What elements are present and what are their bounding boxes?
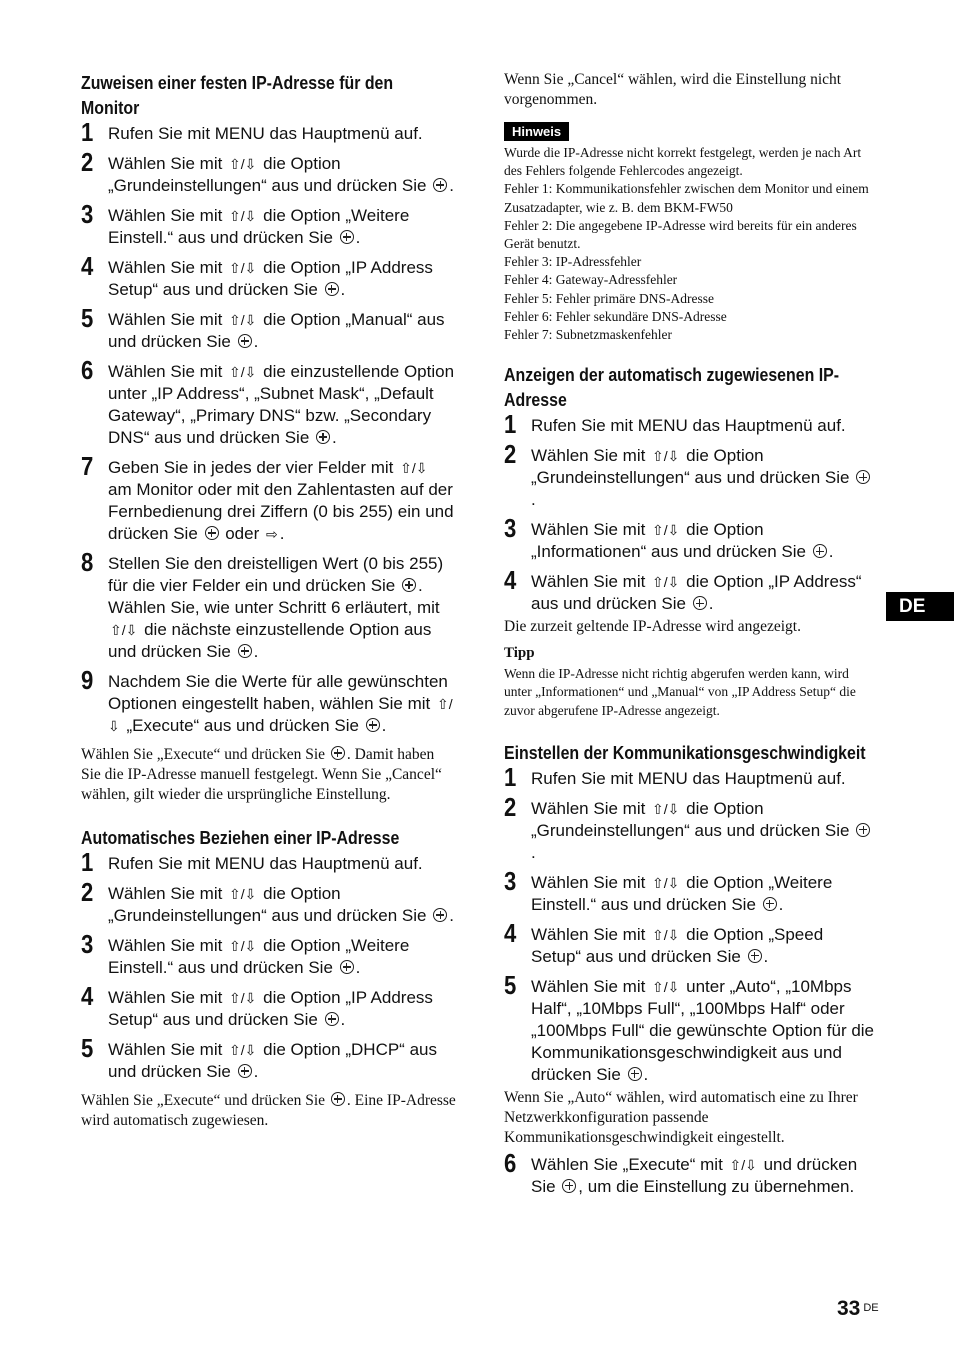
- enter-button-icon: [813, 544, 827, 558]
- step-number: 1: [81, 117, 94, 147]
- page-number-suffix: DE: [863, 1302, 879, 1314]
- up-down-arrows-icon: ⇧/⇩: [652, 926, 680, 943]
- page-number: [837, 1297, 879, 1321]
- right-arrow-icon: ⇨: [265, 526, 278, 542]
- section-title-show-ip: Anzeigen der automatisch zugewiesenen IP-Adresse: [504, 364, 840, 411]
- up-down-arrows-icon: ⇧/⇩: [229, 312, 257, 328]
- step-text: Wählen Sie mit ⇧/⇩ die Option „DHCP“ aus und drücken Sie .: [108, 1040, 437, 1081]
- step-item: [81, 117, 456, 147]
- hinweis-line: Wurde die IP-Adresse nicht korrekt festgelegt, werden je nach Art des Fehlers folgende Fehlercodes angezeigt.: [504, 145, 862, 179]
- step-number: 5: [504, 969, 517, 1000]
- up-down-arrows-icon: ⇧/⇩: [229, 990, 257, 1006]
- step-item: [81, 665, 456, 737]
- steps-fixed-ip: [81, 117, 456, 737]
- enter-button-icon: [238, 644, 252, 658]
- up-down-arrows-icon: ⇧/⇩: [229, 938, 257, 954]
- step-text: Wählen Sie mit ⇧/⇩ die Option „IP Address Setup“ aus und drücken Sie .: [108, 258, 433, 299]
- step-text: Wählen Sie mit ⇧/⇩ die Option „Manual“ aus und drücken Sie .: [108, 310, 445, 351]
- enter-button-icon: [562, 1179, 576, 1193]
- enter-button-icon: [238, 334, 252, 348]
- enter-button-icon: [238, 1064, 252, 1078]
- step-text: Rufen Sie mit MENU das Hauptmenü auf.: [108, 124, 423, 143]
- step-text: Wählen Sie mit ⇧/⇩ die einzustellende Option unter „IP Address“, „Subnet Mask“, „Default Gateway“, „Primary DNS“ bzw. „Secondary DNS“ aus und drücken Sie .: [108, 362, 455, 447]
- up-down-arrows-icon: ⇧/⇩: [400, 460, 428, 476]
- up-down-arrows-icon: ⇧/⇩: [229, 208, 257, 224]
- step-item: [504, 791, 876, 864]
- step-number: 1: [504, 409, 517, 440]
- step-number: 2: [504, 439, 517, 470]
- step-item: [81, 877, 456, 927]
- step-number: 1: [504, 761, 517, 792]
- hinweis-line: Fehler 1: Kommunikationsfehler zwischen dem Monitor und einem Zusatzadapter, wie z. B. dem BKM-FW50: [504, 181, 869, 215]
- step-text: Wählen Sie mit ⇧/⇩ die Option „Speed Setup“ aus und drücken Sie .: [531, 924, 824, 966]
- hinweis-line: Fehler 4: Gateway-Adressfehler: [504, 272, 678, 288]
- section-title-fixed-ip: Zuweisen einer festen IP-Adresse für den Monitor: [81, 72, 394, 118]
- enter-button-icon: [748, 949, 762, 963]
- step-item: [81, 929, 456, 979]
- step-item: [504, 565, 876, 615]
- up-down-arrows-icon: ⇧/⇩: [110, 622, 138, 638]
- step-number: 3: [81, 199, 94, 229]
- step-text: Wählen Sie mit ⇧/⇩ unter „Auto“, „10Mbps Half“, „10Mbps Full“, „100Mbps Half“ oder „100Mbps Full“ die gewünschte Option für die Kommunikationsgeschwindigkeit aus und drücken Sie .: [531, 976, 875, 1084]
- up-down-arrows-icon: ⇧/⇩: [229, 156, 257, 172]
- step-text: Rufen Sie mit MENU das Hauptmenü auf.: [531, 416, 846, 436]
- step-item: [504, 865, 876, 916]
- step-item: [504, 513, 876, 563]
- steps-show-ip: [504, 409, 876, 615]
- step-speed-final: [504, 1147, 876, 1198]
- steps-speed: [504, 761, 876, 1086]
- hinweis-line: Fehler 2: Die angegebene IP-Adresse wird bereits für ein anderes Gerät benutzt.: [504, 217, 857, 252]
- step-number: 4: [81, 981, 94, 1011]
- step-number: 4: [504, 565, 517, 596]
- enter-button-icon: [366, 718, 380, 732]
- up-down-arrows-icon: ⇧/⇩: [652, 978, 680, 995]
- enter-button-icon: [433, 178, 447, 192]
- enter-button-icon: [628, 1067, 642, 1081]
- hinweis-line: Fehler 7: Subnetzmaskenfehler: [504, 327, 672, 343]
- step-item: [504, 439, 876, 511]
- step-number: 2: [81, 147, 94, 177]
- step-number: 3: [81, 929, 94, 959]
- step-text: Wählen Sie mit ⇧/⇩ die Option „Grundeinstellungen“ aus und drücken Sie .: [108, 884, 454, 925]
- step-number: 8: [81, 547, 94, 577]
- note-show-ip: Die zurzeit geltende IP-Adresse wird angezeigt.: [504, 618, 801, 636]
- enter-button-icon: [693, 596, 707, 610]
- hinweis-line: Fehler 5: Fehler primäre DNS-Adresse: [504, 290, 714, 306]
- step-text: Geben Sie in jedes der vier Felder mit ⇧/⇩ am Monitor oder mit den Zahlentasten auf der Fernbedienung drei Ziffern (0 bis 255) ein und drücken Sie oder ⇨ .: [108, 458, 454, 543]
- step-item: [81, 547, 456, 663]
- enter-button-icon: [856, 470, 870, 484]
- up-down-arrows-icon: ⇧/⇩: [229, 260, 257, 276]
- step-number: 4: [81, 251, 94, 281]
- cancel-intro: Wenn Sie „Cancel“ wählen, wird die Einstellung nicht vorgenommen.: [504, 71, 842, 108]
- step-text: Wählen Sie mit ⇧/⇩ die Option „Informationen“ aus und drücken Sie .: [531, 520, 834, 562]
- right-column: [504, 70, 876, 1206]
- enter-button-icon: [325, 1012, 339, 1026]
- step-number: 3: [504, 865, 517, 896]
- step-item: [81, 981, 456, 1031]
- step-item: [81, 1033, 456, 1083]
- hinweis-line: Fehler 6: Fehler sekundäre DNS-Adresse: [504, 308, 727, 324]
- step-text: Nachdem Sie die Werte für alle gewünschten Optionen eingestellt haben, wählen Sie mit ⇧/⇩ „Execute“ aus und drücken Sie .: [108, 672, 453, 735]
- step-text: Wählen Sie mit ⇧/⇩ die Option „Weitere Einstell.“ aus und drücken Sie .: [531, 872, 833, 914]
- up-down-arrows-icon: ⇧/⇩: [729, 1156, 757, 1173]
- tipp-text: Wenn die IP-Adresse nicht richtig abgerufen werden kann, wird unter „Informationen“ und „Manual“ von „IP Address Setup“ die zuvor abgerufene IP-Adresse angezeigt.: [504, 666, 856, 718]
- note-dhcp: Wählen Sie „Execute“ und drücken Sie . Eine IP-Adresse wird automatisch zugewiesen.: [81, 1092, 456, 1129]
- enter-button-icon: [331, 746, 345, 760]
- step-text: Wählen Sie „Execute“ mit ⇧/⇩ und drücken Sie , um die Einstellung zu übernehmen.: [531, 1154, 858, 1196]
- up-down-arrows-icon: ⇧/⇩: [652, 800, 680, 817]
- steps-dhcp: [81, 847, 456, 1083]
- hinweis-lines: [504, 144, 876, 344]
- left-column: [81, 70, 456, 1137]
- step-item: [81, 147, 456, 197]
- step-text: Wählen Sie mit ⇧/⇩ die Option „Grundeinstellungen“ aus und drücken Sie .: [108, 154, 454, 195]
- step-text: Rufen Sie mit MENU das Hauptmenü auf.: [108, 854, 423, 873]
- step-number: 2: [504, 791, 517, 822]
- up-down-arrows-icon: ⇧/⇩: [652, 522, 680, 539]
- up-down-arrows-icon: ⇧/⇩: [652, 574, 680, 591]
- up-down-arrows-icon: ⇧/⇩: [652, 448, 680, 465]
- step-number: 7: [81, 451, 94, 481]
- step-number: 6: [81, 355, 94, 385]
- note-speed: Wenn Sie „Auto“ wählen, wird automatisch eine zu Ihrer Netzwerkkonfiguration passende Kommunikationsgeschwindigkeit eingestellt.: [504, 1088, 858, 1146]
- step-number: 5: [81, 1033, 94, 1063]
- step-item: [81, 251, 456, 301]
- enter-button-icon: [402, 578, 416, 592]
- step-text: Rufen Sie mit MENU das Hauptmenü auf.: [531, 768, 846, 788]
- step-text: Wählen Sie mit ⇧/⇩ die Option „IP Address Setup“ aus und drücken Sie .: [108, 988, 433, 1029]
- step-number: 4: [504, 917, 517, 948]
- enter-button-icon: [316, 430, 330, 444]
- step-item: [504, 761, 876, 792]
- step-number: 6: [504, 1147, 517, 1178]
- enter-button-icon: [763, 897, 777, 911]
- step-text: Wählen Sie mit ⇧/⇩ die Option „Grundeinstellungen“ aus und drücken Sie .: [531, 798, 876, 864]
- step-text: Wählen Sie mit ⇧/⇩ die Option „Grundeinstellungen“ aus und drücken Sie .: [531, 445, 876, 511]
- enter-button-icon: [331, 1092, 345, 1106]
- hinweis-label: Hinweis: [504, 122, 569, 141]
- step-item: [81, 199, 456, 249]
- step-number: 1: [81, 847, 94, 877]
- up-down-arrows-icon: ⇧/⇩: [229, 364, 257, 380]
- step-item: [81, 451, 456, 545]
- step-item: [504, 409, 876, 440]
- up-down-arrows-icon: ⇧/⇩: [229, 1042, 257, 1058]
- step-item: [81, 847, 456, 877]
- section-title-speed: Einstellen der Kommunikationsgeschwindigkeit: [504, 741, 866, 763]
- step-text: Stellen Sie den dreistelligen Wert (0 bis 255) für die vier Felder ein und drücken Sie . Wählen Sie, wie unter Schritt 6 erläutert, mit ⇧/⇩ die nächste einzustellende Option aus und drücken Sie .: [108, 554, 444, 661]
- step-number: 9: [81, 665, 94, 695]
- enter-button-icon: [433, 908, 447, 922]
- step-item: [81, 303, 456, 353]
- step-text: Wählen Sie mit ⇧/⇩ die Option „Weitere Einstell.“ aus und drücken Sie .: [108, 936, 410, 977]
- note-fixed-ip: Wählen Sie „Execute“ und drücken Sie . Damit haben Sie die IP-Adresse manuell festgelegt. Wenn Sie „Cancel“ wählen, gilt wieder die ursprüngliche Einstellung.: [81, 746, 442, 803]
- tipp-label: Tipp: [504, 645, 535, 662]
- up-down-arrows-icon: ⇧/⇩: [229, 886, 257, 902]
- enter-button-icon: [340, 960, 354, 974]
- step-item: [81, 355, 456, 449]
- step-text: Wählen Sie mit ⇧/⇩ die Option „Weitere Einstell.“ aus und drücken Sie .: [108, 206, 410, 247]
- enter-button-icon: [856, 823, 870, 837]
- enter-button-icon: [340, 230, 354, 244]
- up-down-arrows-icon: ⇧/⇩: [652, 874, 680, 891]
- language-tab: DE: [886, 592, 954, 621]
- step-number: 3: [504, 513, 517, 544]
- step-item: [504, 969, 876, 1086]
- section-title-dhcp: Automatisches Beziehen einer IP-Adresse: [81, 827, 400, 848]
- page-number-value: 33: [837, 1297, 861, 1320]
- enter-button-icon: [205, 526, 219, 540]
- up-down-arrows-icon: ⇧/⇩: [108, 696, 453, 734]
- hinweis-line: Fehler 3: IP-Adressfehler: [504, 254, 642, 270]
- step-number: 5: [81, 303, 94, 333]
- step-text: Wählen Sie mit ⇧/⇩ die Option „IP Address“ aus und drücken Sie .: [531, 572, 862, 614]
- step-number: 2: [81, 877, 94, 907]
- enter-button-icon: [325, 282, 339, 296]
- step-item: [504, 917, 876, 968]
